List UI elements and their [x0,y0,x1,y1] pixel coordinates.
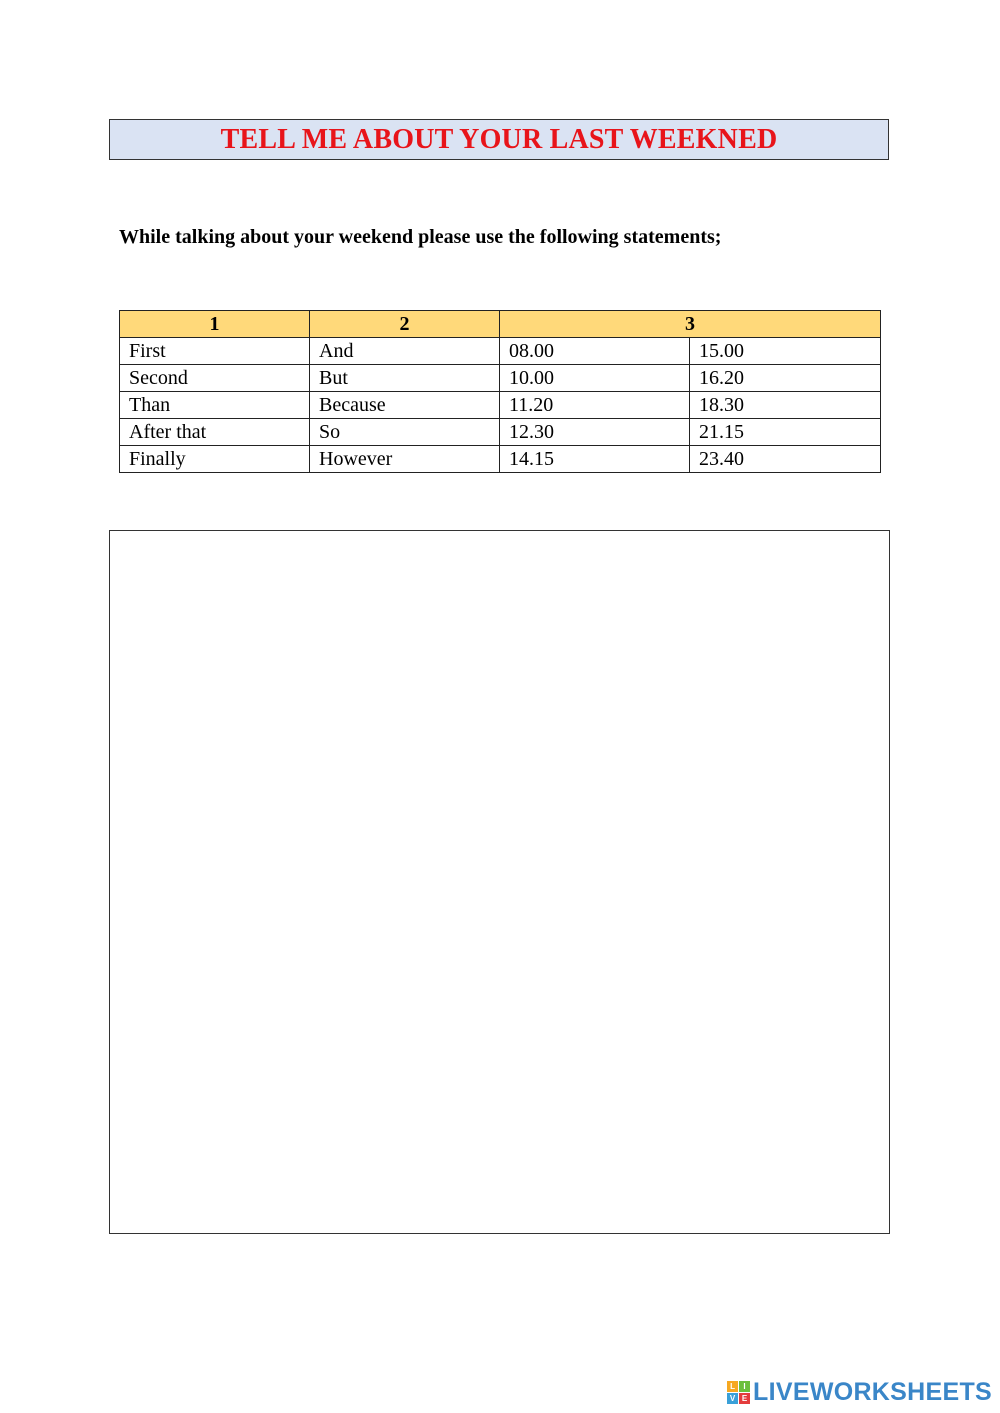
table-cell: 21.15 [690,419,881,446]
table-cell: First [120,338,310,365]
table-header-row [120,311,881,338]
liveworksheets-branding [727,1378,992,1407]
table-cell: 11.20 [500,392,690,419]
table-row [120,446,881,473]
table-cell: 15.00 [690,338,881,365]
table-cell: So [310,419,500,446]
table-cell: And [310,338,500,365]
table-cell: 12.30 [500,419,690,446]
table-cell: Finally [120,446,310,473]
table-cell: However [310,446,500,473]
title-box [109,119,889,160]
brand-name: LIVEWORKSHEETS [753,1378,992,1406]
table-cell: 16.20 [690,365,881,392]
table-cell: Than [120,392,310,419]
table-cell: Second [120,365,310,392]
liveworksheets-logo-icon [727,1381,750,1404]
page-title: TELL ME ABOUT YOUR LAST WEEKNED [220,123,778,155]
table-cell: 14.15 [500,446,690,473]
table-cell: 10.00 [500,365,690,392]
logo-letter: V [727,1393,738,1404]
statements-table [119,310,881,473]
column-header-2: 2 [310,311,500,338]
table-cell: 23.40 [690,446,881,473]
table-cell: Because [310,392,500,419]
table-row [120,419,881,446]
column-header-1: 1 [120,311,310,338]
table-cell: 08.00 [500,338,690,365]
column-header-3: 3 [500,311,881,338]
logo-letter: E [739,1393,750,1404]
table-cell: 18.30 [690,392,881,419]
table-cell: But [310,365,500,392]
logo-letter: L [727,1381,738,1392]
table-row [120,338,881,365]
logo-letter: I [739,1381,750,1392]
table-row [120,392,881,419]
writing-area[interactable] [109,530,890,1234]
table-cell: After that [120,419,310,446]
table-row [120,365,881,392]
instruction-text: While talking about your weekend please use the following statements; [119,226,722,248]
